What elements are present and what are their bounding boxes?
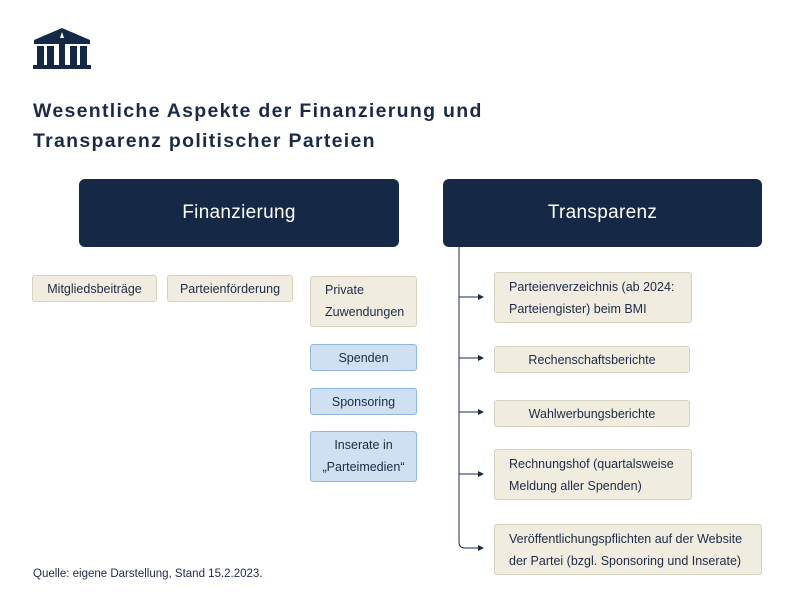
box-spenden: Spenden (310, 344, 417, 371)
parteienverzeichnis-line-2: Parteiengister) beim BMI (509, 302, 647, 316)
box-rechenschaftsberichte: Rechenschaftsberichte (494, 346, 690, 373)
box-sponsoring: Sponsoring (310, 388, 417, 415)
rechnungshof-line-2: Meldung aller Spenden) (509, 479, 642, 493)
title-line-2: Transparenz politischer Parteien (33, 130, 376, 152)
veroeffentlichung-line-2: der Partei (bzgl. Sponsoring und Inserate) (509, 554, 742, 568)
box-veroeffentlichungspflichten (494, 524, 762, 575)
veroeffentlichung-line-1: Veröffentlichungspflichten auf der Website (509, 532, 743, 546)
transparenz-header: Transparenz (443, 179, 762, 247)
box-wahlwerbungsberichte: Wahlwerbungsberichte (494, 400, 690, 427)
parteienverzeichnis-line-1: Parteienverzeichnis (ab 2024: (509, 280, 675, 294)
box-rechnungshof (494, 449, 692, 500)
private-line-2: Zuwendungen (325, 305, 405, 319)
inserate-line-1: Inserate in (334, 438, 393, 452)
box-inserate (310, 431, 417, 482)
title-line-1: Wesentliche Aspekte der Finanzierung und (33, 100, 483, 122)
rechnungshof-line-1: Rechnungshof (quartalsweise (509, 457, 674, 471)
source-note: Quelle: eigene Darstellung, Stand 15.2.2023. (33, 568, 263, 580)
box-parteienfoerderung: Parteienförderung (167, 275, 293, 302)
finanzierung-header: Finanzierung (79, 179, 399, 247)
private-line-1: Private (325, 283, 364, 297)
inserate-line-2: „Parteimedien“ (322, 460, 405, 474)
box-mitgliedsbeitraege: Mitgliedsbeiträge (32, 275, 157, 302)
box-parteienverzeichnis (494, 272, 692, 323)
box-private-zuwendungen (310, 276, 417, 327)
